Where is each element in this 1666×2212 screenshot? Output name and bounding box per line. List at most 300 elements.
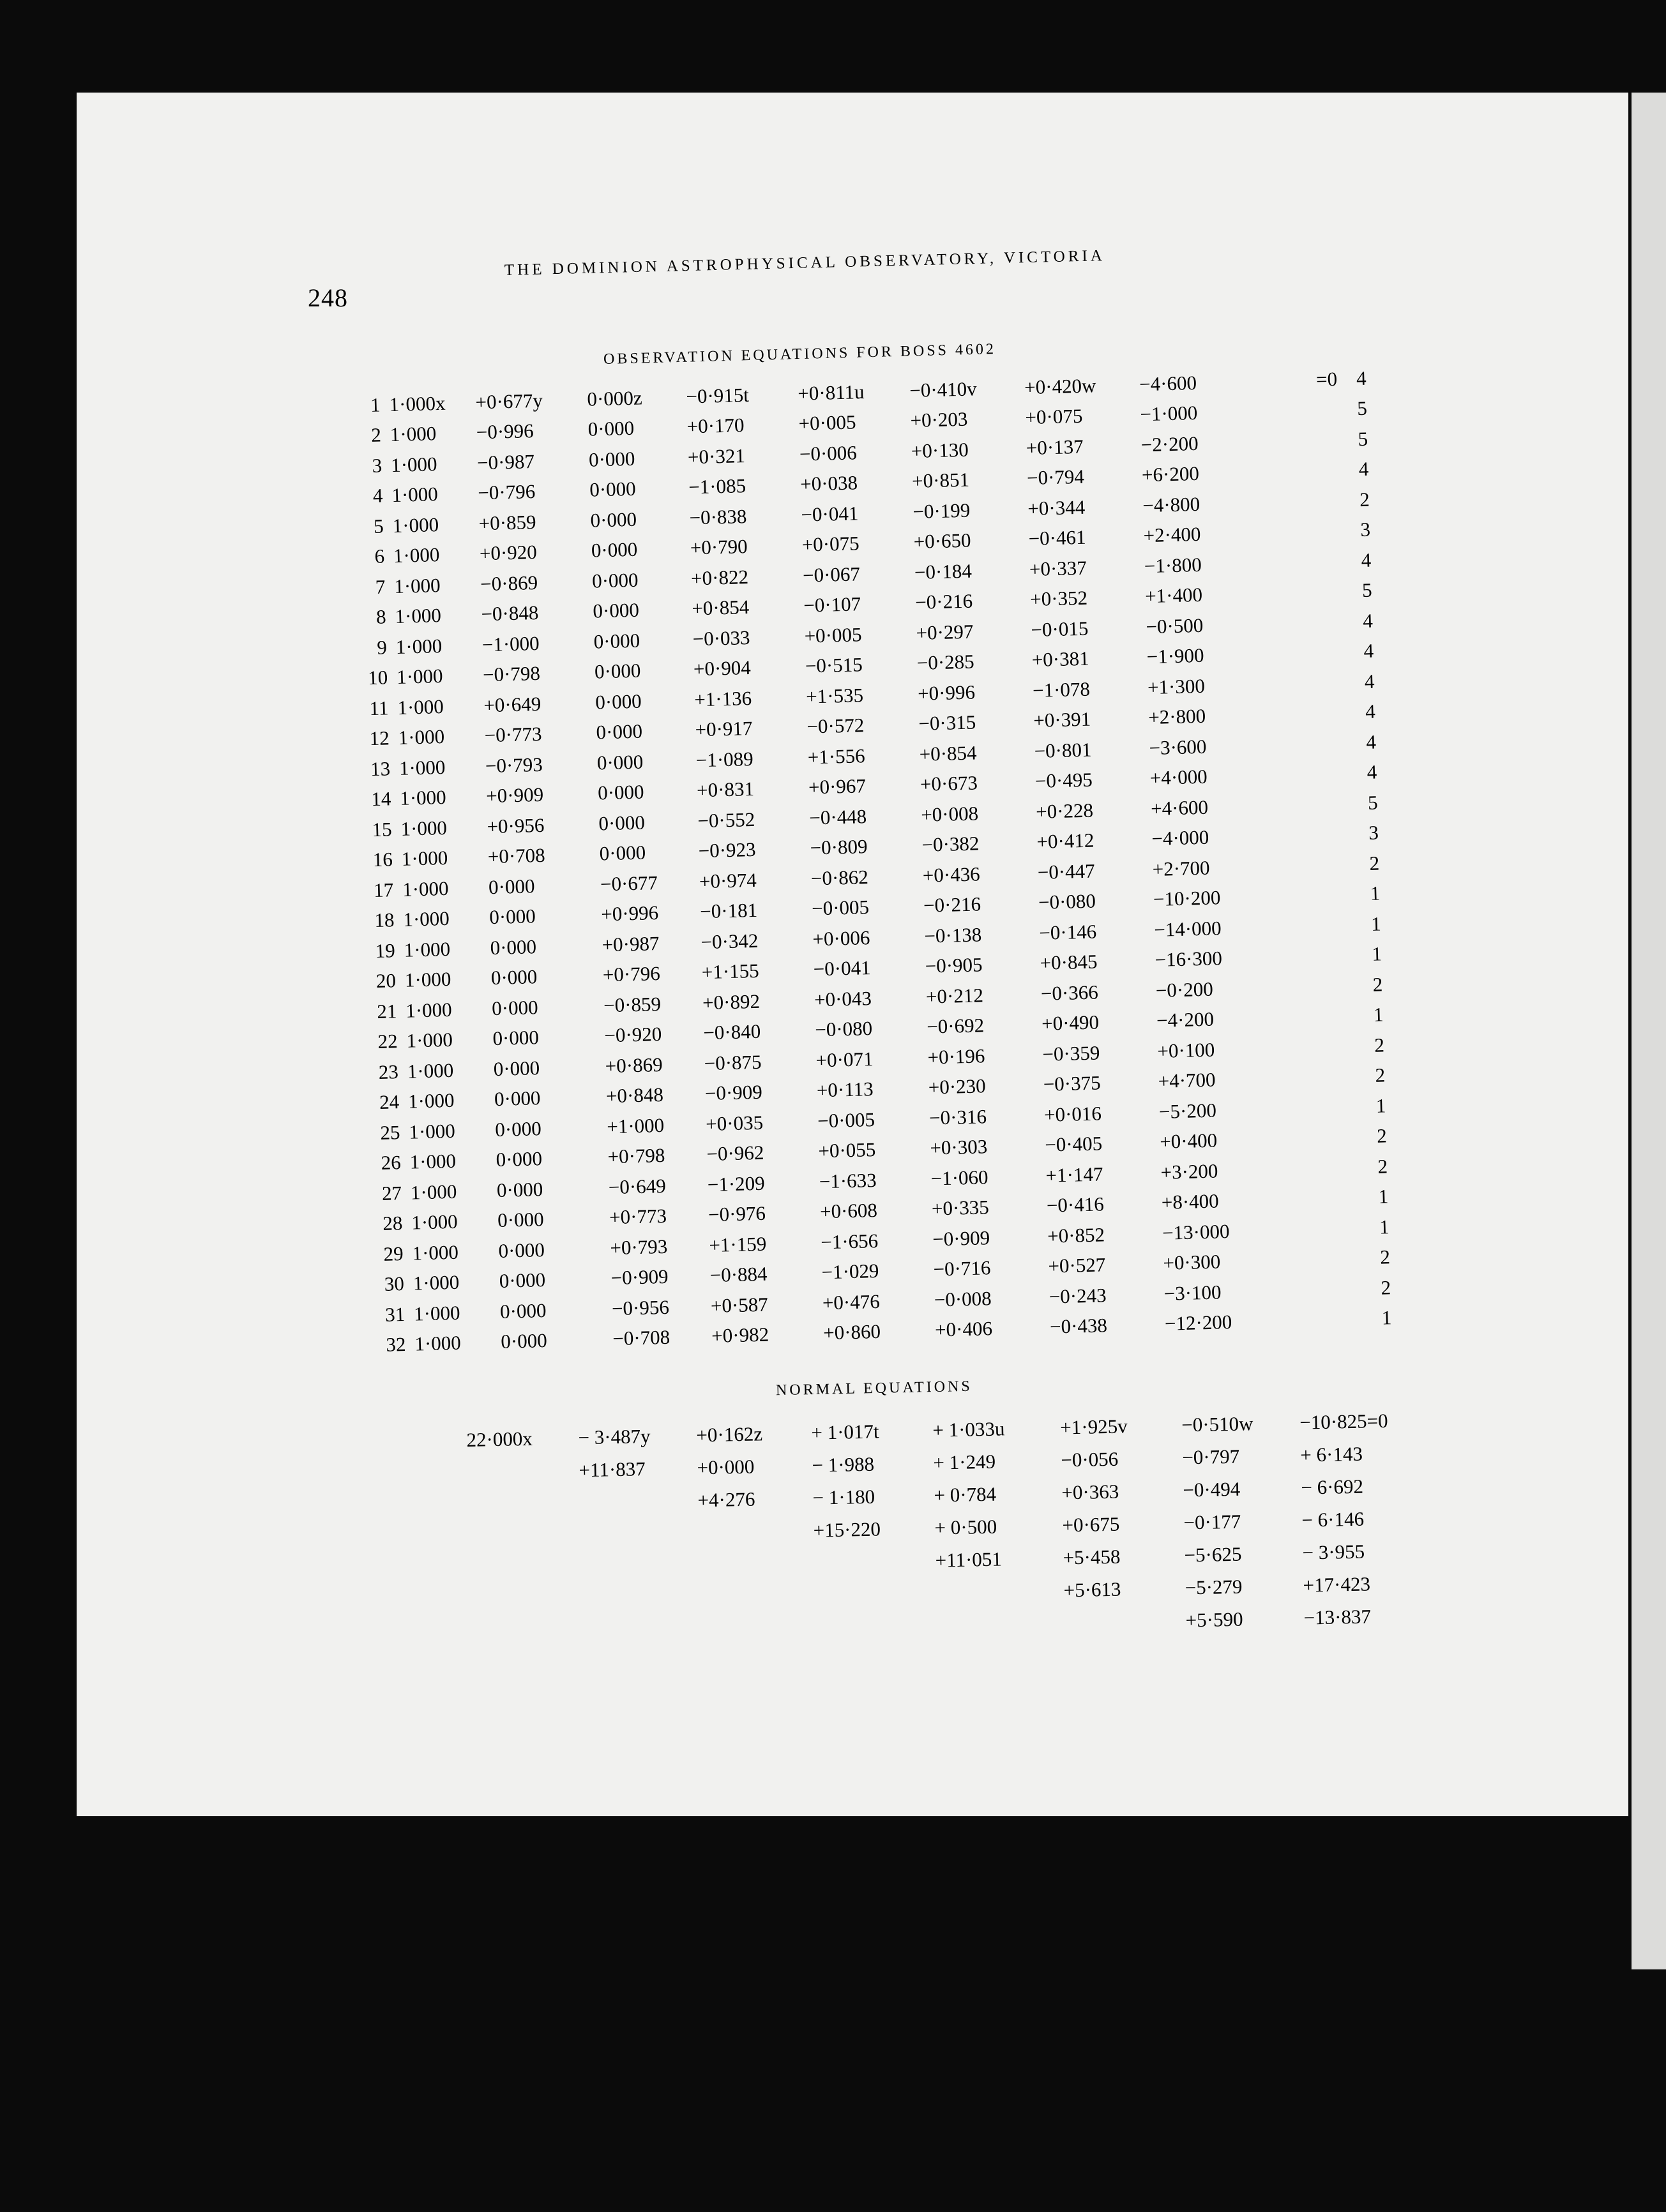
- coefficient-cell: +4·000: [1149, 765, 1208, 790]
- coefficient-cell: −0·285: [916, 650, 975, 675]
- coefficient-cell: 0·000: [596, 750, 644, 774]
- coefficient-cell: [1262, 545, 1361, 578]
- coefficient-cell: 0·000: [499, 1298, 547, 1323]
- coefficient-cell: +0·790: [690, 535, 748, 559]
- coefficient-cell: [1264, 636, 1364, 669]
- coefficient-cell: −0·366: [1040, 981, 1099, 1005]
- row-number: 6: [374, 545, 385, 568]
- row-number: 18: [374, 908, 395, 932]
- coefficient-cell: +3·200: [1160, 1159, 1218, 1184]
- normal-coefficient-cell: [469, 1584, 582, 1619]
- coefficient-cell: 1·000: [405, 998, 453, 1022]
- coefficient-cell: +0·920: [479, 541, 538, 565]
- coefficient-cell: 1·000: [402, 877, 449, 901]
- coefficient-cell: +0·982: [711, 1323, 769, 1348]
- coefficient-cell: +8·400: [1161, 1189, 1220, 1214]
- coefficient-cell: 0·000: [599, 841, 646, 865]
- coefficient-cell: 1·000: [412, 1240, 459, 1265]
- coefficient-cell: [1273, 970, 1373, 1003]
- coefficient-cell: −0·801: [1034, 738, 1092, 762]
- normal-coefficient-cell: − 6·692: [1301, 1475, 1364, 1499]
- coefficient-cell: −10·200: [1153, 886, 1221, 911]
- coefficient-cell: −0·500: [1145, 613, 1204, 638]
- coefficient-cell: +0·016: [1043, 1102, 1102, 1126]
- coefficient-cell: 0·000: [498, 1238, 545, 1262]
- coefficient-cell: 1·000: [407, 1058, 454, 1083]
- coefficient-cell: −0·716: [933, 1256, 991, 1281]
- coefficient-cell: 1·000: [413, 1301, 460, 1325]
- coefficient-cell: −1·085: [688, 474, 746, 499]
- coefficient-cell: −0·677: [600, 871, 658, 896]
- coefficient-cell: +0·412: [1036, 829, 1094, 854]
- normal-coefficient-cell: [468, 1519, 580, 1554]
- coefficient-cell: −0·416: [1046, 1193, 1105, 1217]
- weight-value: 1: [1379, 1215, 1390, 1238]
- normal-coefficient-cell: −0·797: [1181, 1445, 1240, 1469]
- normal-coefficient-cell: [579, 1484, 698, 1519]
- coefficient-cell: [1266, 696, 1366, 730]
- coefficient-cell: 0·000: [588, 447, 635, 471]
- row-number: 27: [381, 1181, 402, 1205]
- normal-coefficient-cell: [581, 1581, 700, 1616]
- normal-coefficient-cell: [698, 1514, 814, 1549]
- row-number: 20: [375, 969, 397, 993]
- weight-value: 5: [1356, 396, 1368, 420]
- weight-value: 1: [1370, 882, 1381, 905]
- coefficient-cell: −0·015: [1031, 617, 1089, 641]
- coefficient-cell: [1282, 1303, 1382, 1336]
- coefficient-cell: −16·300: [1155, 947, 1223, 972]
- coefficient-cell: +0·005: [804, 623, 862, 647]
- normal-coefficient-cell: −13·837: [1303, 1604, 1372, 1629]
- coefficient-cell: −0·649: [608, 1174, 667, 1199]
- row-number: 4: [372, 484, 383, 508]
- weight-value: 2: [1377, 1155, 1388, 1178]
- normal-coefficient-cell: +0·675: [1062, 1512, 1120, 1536]
- coefficient-cell: +0·113: [816, 1078, 874, 1102]
- coefficient-cell: 0·000: [488, 905, 536, 929]
- coefficient-cell: 0·000z: [587, 386, 643, 410]
- coefficient-cell: +0·527: [1048, 1253, 1106, 1277]
- coefficient-cell: [1271, 878, 1370, 912]
- coefficient-cell: +0·798: [607, 1144, 665, 1168]
- weight-value: 2: [1381, 1275, 1391, 1299]
- coefficient-cell: +1·535: [805, 683, 864, 708]
- coefficient-cell: +0·005: [798, 410, 856, 435]
- normal-coefficient-cell: [700, 1612, 815, 1647]
- row-number: 8: [375, 605, 387, 629]
- coefficient-cell: −0·976: [708, 1201, 766, 1226]
- coefficient-cell: +0·673: [920, 771, 978, 796]
- coefficient-cell: [1280, 1212, 1379, 1245]
- normal-coefficient-cell: [582, 1614, 700, 1649]
- coefficient-cell: −4·800: [1142, 492, 1200, 517]
- coefficient-cell: −0·794: [1026, 465, 1085, 490]
- coefficient-cell: +0·071: [815, 1047, 874, 1072]
- weight-value: 4: [1356, 366, 1367, 389]
- coefficient-cell: 1·000: [395, 604, 442, 628]
- normal-coefficient-cell: +17·423: [1303, 1572, 1371, 1597]
- coefficient-cell: −0·838: [689, 504, 747, 529]
- coefficient-cell: 1·000: [411, 1210, 458, 1234]
- normal-equations-table: [466, 1404, 1425, 1651]
- running-head: THE DOMINION ASTROPHYSICAL OBSERVATORY, VICTORIA: [504, 247, 1106, 279]
- coefficient-cell: 1·000x: [389, 391, 446, 416]
- coefficient-cell: +1·155: [701, 959, 760, 984]
- coefficient-cell: +4·700: [1158, 1068, 1216, 1093]
- coefficient-cell: 1·000: [410, 1180, 457, 1204]
- coefficient-cell: +0·321: [687, 444, 746, 469]
- coefficient-cell: +0·773: [609, 1205, 667, 1229]
- coefficient-cell: −1·656: [820, 1229, 879, 1254]
- coefficient-cell: −0·884: [709, 1262, 768, 1287]
- normal-coefficient-cell: −0·177: [1183, 1510, 1241, 1534]
- coefficient-cell: −0·495: [1034, 768, 1093, 793]
- coefficient-cell: 1·000: [413, 1270, 460, 1295]
- coefficient-cell: +0·848: [605, 1083, 664, 1108]
- normal-coefficient-cell: − 1·180: [812, 1485, 875, 1509]
- weight-value: 2: [1376, 1124, 1388, 1147]
- coefficient-cell: +0·043: [814, 986, 872, 1011]
- coefficient-cell: 1·000: [414, 1331, 462, 1355]
- coefficient-cell: +0·008: [920, 802, 979, 826]
- coefficient-cell: +0·860: [822, 1320, 881, 1344]
- row-number: 11: [369, 696, 389, 719]
- normal-coefficient-cell: [469, 1551, 581, 1586]
- coefficient-cell: −1·089: [695, 747, 754, 772]
- coefficient-cell: [1261, 485, 1360, 518]
- normal-coefficient-cell: + 1·033u: [932, 1417, 1005, 1441]
- coefficient-cell: [1278, 1152, 1378, 1185]
- page-number: 248: [308, 283, 348, 312]
- coefficient-cell: +0·352: [1029, 586, 1088, 611]
- coefficient-cell: 0·000: [491, 995, 539, 1019]
- coefficient-cell: −0·796: [477, 480, 536, 504]
- row-number: 2: [370, 423, 382, 447]
- coefficient-cell: −0·859: [603, 992, 662, 1017]
- row-number: 28: [382, 1212, 403, 1235]
- coefficient-cell: 1·000: [408, 1119, 456, 1143]
- coefficient-cell: 0·000: [591, 568, 639, 592]
- coefficient-cell: 1·000: [390, 452, 437, 476]
- coefficient-cell: +0·196: [927, 1044, 985, 1069]
- weight-value: 2: [1372, 973, 1383, 996]
- coefficient-cell: −0·005: [811, 896, 870, 920]
- coefficient-cell: −0·461: [1028, 525, 1086, 550]
- weight-value: 2: [1369, 852, 1380, 875]
- row-number: 7: [375, 575, 386, 598]
- coefficient-cell: +0·904: [693, 656, 752, 681]
- coefficient-cell: +0·822: [690, 565, 749, 590]
- coefficient-cell: −0·909: [704, 1080, 763, 1105]
- coefficient-cell: +0·987: [602, 931, 660, 956]
- coefficient-cell: [1274, 1000, 1374, 1033]
- coefficient-cell: +0·436: [922, 862, 981, 887]
- coefficient-cell: 0·000: [589, 477, 637, 501]
- weight-value: 1: [1371, 942, 1382, 966]
- coefficient-cell: +2·700: [1152, 856, 1210, 880]
- coefficient-cell: −0·915t: [685, 383, 750, 408]
- coefficient-cell: +0·075: [1025, 405, 1083, 429]
- coefficient-cell: +0·391: [1033, 707, 1091, 732]
- coefficient-cell: −0·382: [921, 832, 980, 857]
- coefficient-cell: +0·608: [819, 1199, 878, 1223]
- coefficient-cell: +1·147: [1045, 1162, 1103, 1187]
- row-number: 10: [367, 666, 388, 689]
- coefficient-cell: 1·000: [398, 755, 446, 779]
- row-number: 17: [373, 878, 394, 901]
- coefficient-cell: [1259, 424, 1358, 457]
- coefficient-cell: −0·987: [476, 449, 535, 474]
- row-number: 12: [369, 726, 390, 750]
- normal-coefficient-cell: −5·279: [1185, 1575, 1243, 1599]
- normal-coefficient-cell: −0·510w: [1181, 1411, 1253, 1436]
- normal-equations-title: NORMAL EQUATIONS: [775, 1378, 973, 1399]
- coefficient-cell: 0·000: [590, 508, 637, 532]
- weight-value: 4: [1361, 548, 1372, 571]
- coefficient-cell: +0·854: [691, 596, 750, 620]
- row-number: 13: [370, 757, 391, 780]
- coefficient-cell: −0·410v: [909, 377, 978, 402]
- coefficient-cell: 0·000: [587, 417, 635, 440]
- coefficient-cell: −0·869: [480, 571, 538, 596]
- normal-coefficient-cell: −5·625: [1184, 1542, 1242, 1566]
- normal-coefficient-cell: +5·458: [1063, 1545, 1121, 1569]
- row-number: 15: [372, 818, 393, 841]
- coefficient-cell: [1268, 788, 1368, 821]
- coefficient-cell: [1278, 1121, 1377, 1154]
- coefficient-cell: −0·840: [702, 1020, 761, 1044]
- coefficient-cell: −0·199: [912, 499, 971, 523]
- coefficient-cell: 1·000: [402, 907, 450, 931]
- coefficient-cell: +0·297: [916, 620, 974, 644]
- coefficient-cell: −0·216: [923, 892, 981, 917]
- normal-coefficient-cell: +4·276: [697, 1487, 755, 1511]
- coefficient-cell: +0·831: [696, 778, 755, 802]
- coefficient-cell: −0·793: [485, 753, 543, 778]
- normal-coefficient-cell: + 0·784: [934, 1482, 997, 1507]
- normal-coefficient-cell: − 3·955: [1302, 1540, 1365, 1564]
- coefficient-cell: +4·600: [1150, 795, 1209, 820]
- coefficient-cell: 0·000: [593, 629, 640, 653]
- coefficient-cell: −0·909: [610, 1265, 669, 1290]
- coefficient-cell: 0·000: [499, 1268, 546, 1293]
- coefficient-cell: −5·200: [1158, 1099, 1217, 1123]
- coefficient-cell: 1·000: [407, 1089, 455, 1113]
- coefficient-cell: [1276, 1091, 1376, 1124]
- coefficient-cell: [1268, 757, 1367, 790]
- coefficient-cell: 1·000: [399, 786, 447, 810]
- coefficient-cell: −1·078: [1032, 677, 1091, 702]
- coefficient-cell: +0·854: [919, 741, 977, 765]
- coefficient-cell: −0·146: [1038, 920, 1097, 944]
- coefficient-cell: [1270, 848, 1370, 882]
- coefficient-cell: −1·900: [1146, 644, 1204, 668]
- coefficient-cell: +0·852: [1047, 1223, 1105, 1247]
- coefficient-cell: −0·438: [1049, 1314, 1108, 1338]
- row-number: 29: [383, 1242, 404, 1265]
- normal-coefficient-cell: [699, 1547, 814, 1582]
- normal-coefficient-cell: +0·000: [697, 1455, 755, 1478]
- coefficient-cell: +2·800: [1147, 704, 1206, 729]
- normal-coefficient-cell: − 3·487y: [578, 1424, 651, 1448]
- coefficient-cell: +0·038: [799, 471, 858, 496]
- coefficient-cell: −4·600: [1139, 371, 1197, 396]
- weight-value: 3: [1368, 821, 1379, 845]
- coefficient-cell: +0·917: [695, 717, 753, 741]
- coefficient-cell: +0·793: [609, 1235, 668, 1259]
- row-number: 26: [381, 1151, 402, 1175]
- normal-coefficient-cell: +11·051: [935, 1547, 1003, 1572]
- coefficient-cell: +0·055: [818, 1138, 876, 1162]
- row-number: 1: [370, 393, 381, 416]
- coefficient-cell: 0·000: [488, 874, 535, 898]
- coefficient-cell: +0·203: [910, 407, 968, 432]
- coefficient-cell: −1·633: [819, 1168, 877, 1193]
- coefficient-cell: +0·811u: [797, 380, 865, 405]
- coefficient-cell: +0·859: [478, 510, 536, 535]
- normal-coefficient-cell: [814, 1544, 935, 1579]
- coefficient-cell: +0·137: [1026, 435, 1084, 459]
- coefficient-cell: −0·342: [700, 929, 759, 953]
- coefficient-cell: −4·200: [1156, 1007, 1215, 1032]
- row-number: 14: [370, 787, 391, 811]
- coefficient-cell: [1279, 1182, 1379, 1215]
- coefficient-cell: −0·447: [1037, 859, 1096, 884]
- coefficient-cell: −1·000: [481, 631, 540, 656]
- coefficient-cell: +1·556: [807, 744, 866, 769]
- normal-coefficient-cell: [935, 1574, 1064, 1609]
- row-number: 19: [375, 938, 396, 962]
- coefficient-cell: +0·650: [913, 529, 971, 553]
- coefficient-cell: +1·159: [708, 1232, 767, 1256]
- coefficient-cell: −0·041: [813, 956, 872, 981]
- weight-value: 4: [1358, 457, 1369, 481]
- weight-value: 4: [1367, 760, 1377, 784]
- weight-value: 3: [1360, 518, 1371, 541]
- observation-equations-table: [345, 363, 1408, 1360]
- coefficient-cell: 0·000: [596, 719, 643, 744]
- coefficient-cell: +0·649: [483, 692, 541, 717]
- normal-coefficient-cell: +0·363: [1061, 1480, 1119, 1503]
- coefficient-cell: 1·000: [393, 573, 441, 598]
- weight-value: 4: [1363, 639, 1374, 663]
- coefficient-cell: −0·996: [476, 419, 534, 444]
- normal-coefficient-cell: 22·000x: [466, 1427, 533, 1451]
- coefficient-cell: [1259, 455, 1359, 488]
- coefficient-cell: +0·796: [602, 962, 661, 986]
- coefficient-cell: 1·000: [404, 937, 451, 961]
- coefficient-cell: +0·851: [911, 468, 970, 493]
- coefficient-cell: −0·138: [923, 923, 982, 947]
- coefficient-cell: −0·067: [802, 562, 861, 587]
- coefficient-cell: −0·216: [914, 589, 973, 614]
- coefficient-cell: −4·000: [1151, 825, 1209, 850]
- weight-value: 1: [1373, 1003, 1384, 1027]
- coefficient-cell: +0·909: [485, 783, 544, 808]
- coefficient-cell: [1258, 394, 1358, 427]
- coefficient-cell: [1262, 576, 1362, 609]
- row-number: 25: [379, 1120, 400, 1144]
- coefficient-cell: −0·033: [692, 626, 750, 651]
- coefficient-cell: −1·060: [930, 1165, 988, 1190]
- coefficient-cell: [1276, 1060, 1375, 1094]
- coefficient-cell: −0·448: [808, 804, 867, 829]
- normal-coefficient-cell: +5·613: [1063, 1577, 1121, 1601]
- coefficient-cell: +0·075: [801, 532, 860, 556]
- normal-coefficient-cell: [580, 1549, 699, 1584]
- coefficient-cell: −0·315: [918, 711, 976, 735]
- coefficient-cell: −0·905: [925, 953, 983, 977]
- coefficient-cell: [1282, 1273, 1381, 1306]
- coefficient-cell: +0·869: [605, 1053, 663, 1078]
- coefficient-cell: −0·243: [1049, 1284, 1107, 1308]
- coefficient-cell: −0·708: [612, 1326, 670, 1350]
- coefficient-cell: +0·303: [929, 1135, 988, 1159]
- coefficient-cell: [1269, 818, 1369, 851]
- coefficient-cell: −0·359: [1042, 1041, 1100, 1065]
- coefficient-cell: +0·130: [911, 438, 969, 462]
- coefficient-cell: 0·000: [594, 689, 642, 714]
- coefficient-cell: −0·875: [704, 1050, 762, 1074]
- row-number: 24: [379, 1090, 400, 1114]
- coefficient-cell: −0·692: [926, 1014, 985, 1038]
- weight-value: 1: [1370, 912, 1382, 935]
- coefficient-cell: 0·000: [594, 659, 641, 683]
- row-number: 32: [385, 1333, 406, 1357]
- row-number: 5: [373, 515, 384, 538]
- coefficient-cell: 1·000: [391, 483, 439, 507]
- coefficient-cell: +0·170: [686, 414, 745, 438]
- weight-value: 2: [1375, 1064, 1386, 1087]
- coefficient-cell: +0·677y: [475, 389, 543, 414]
- coefficient-cell: +0·228: [1035, 799, 1094, 823]
- row-number: 23: [378, 1060, 399, 1083]
- normal-coefficient-cell: − 6·146: [1301, 1507, 1365, 1531]
- normal-coefficient-cell: +5·590: [1185, 1607, 1243, 1631]
- coefficient-cell: −1·209: [707, 1171, 766, 1196]
- coefficient-cell: +0·230: [928, 1074, 987, 1099]
- normal-coefficient-cell: + 1·017t: [811, 1419, 879, 1444]
- coefficient-cell: −2·200: [1140, 432, 1199, 456]
- coefficient-cell: 1·000: [401, 846, 448, 871]
- coefficient-cell: 0·000: [490, 965, 538, 989]
- normal-coefficient-cell: − 1·988: [812, 1452, 875, 1477]
- coefficient-cell: 1·000: [398, 725, 445, 749]
- weight-value: 4: [1364, 670, 1375, 693]
- coefficient-cell: +0·956: [487, 813, 545, 838]
- coefficient-cell: −0·515: [805, 653, 863, 677]
- coefficient-cell: 1·000: [392, 513, 439, 537]
- weight-value: 5: [1367, 791, 1379, 814]
- coefficient-cell: −0·909: [932, 1226, 990, 1251]
- coefficient-cell: +0·892: [702, 989, 761, 1014]
- coefficient-cell: +0·406: [934, 1317, 993, 1341]
- weight-value: 2: [1359, 488, 1370, 511]
- coefficient-cell: 0·000: [494, 1087, 541, 1111]
- coefficient-cell: +0·974: [699, 868, 757, 893]
- normal-coefficient-cell: +0·162z: [696, 1422, 763, 1446]
- coefficient-cell: +0·212: [925, 984, 984, 1008]
- coefficient-cell: +0·587: [710, 1293, 769, 1317]
- coefficient-cell: −0·200: [1155, 977, 1214, 1002]
- coefficient-cell: −3·100: [1163, 1281, 1222, 1305]
- coefficient-cell: 0·000: [500, 1329, 548, 1353]
- coefficient-cell: +0·100: [1156, 1038, 1215, 1062]
- coefficient-cell: +0·300: [1162, 1250, 1221, 1275]
- coefficient-cell: +1·136: [693, 686, 752, 711]
- coefficient-cell: 1·000: [397, 695, 444, 719]
